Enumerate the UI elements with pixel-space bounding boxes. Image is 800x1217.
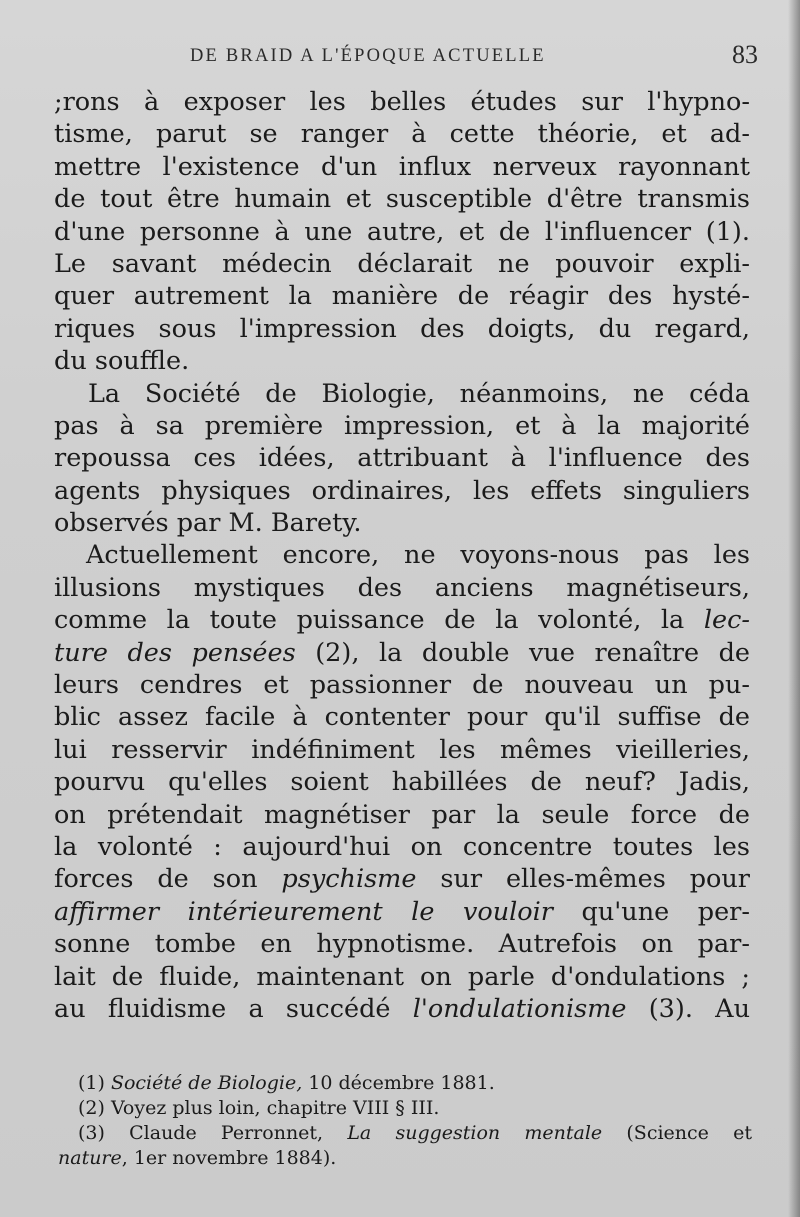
text-line: de tout être humain et susceptible d'être transmis <box>54 184 750 215</box>
text-line: comme la toute puissance de la volonté, la lec- <box>54 605 750 636</box>
text-line: lui resservir indéfiniment les mêmes vieilleries, <box>54 734 750 765</box>
text-line: on prétendait magnétiser par la seule force de <box>54 799 750 830</box>
text-line: Actuellement encore, ne voyons-nous pas les <box>86 540 750 571</box>
text-line: La Société de Biologie, néanmoins, ne céda <box>88 378 750 409</box>
page-number: 83 <box>732 40 758 69</box>
running-title: DE BRAID A L'ÉPOQUE ACTUELLE <box>190 46 546 66</box>
footnote-1: (1) Société de Biologie, 10 décembre 1881. <box>78 1072 495 1094</box>
text-line: lait de fluide, maintenant on parle d'ondulations ; <box>54 961 750 992</box>
text-line: d'une personne à une autre, et de l'influencer (1). <box>54 216 750 247</box>
text-line: pas à sa première impression, et à la majorité <box>54 410 750 441</box>
text-line: tisme, parut se ranger à cette théorie, et ad- <box>54 119 750 150</box>
running-head <box>0 40 800 74</box>
text-line: du souffle. <box>54 346 190 377</box>
text-line: mettre l'existence d'un influx nerveux rayonnant <box>54 151 750 182</box>
text-line: observés par M. Barety. <box>54 508 362 539</box>
text-line: pourvu qu'elles soient habillées de neuf? Jadis, <box>54 767 750 798</box>
text-line: Le savant médecin déclarait ne pouvoir expli- <box>54 248 750 279</box>
text-line: agents physiques ordinaires, les effets singuliers <box>54 475 750 506</box>
footnote-3-continued: nature, 1er novembre 1884). <box>58 1147 337 1169</box>
footnotes <box>58 1071 752 1171</box>
text-line: riques sous l'impression des doigts, du regard, <box>54 313 750 344</box>
footnote-3: (3) Claude Perronnet, La suggestion mentale (Science et <box>78 1122 752 1144</box>
footnote-2: (2) Voyez plus loin, chapitre VIII § III. <box>78 1097 440 1119</box>
text-line: illusions mystiques des anciens magnétiseurs, <box>54 572 750 603</box>
italic-term: ture des pensées <box>54 637 296 668</box>
text-line: blic assez facile à contenter pour qu'il suffise de <box>54 702 750 733</box>
italic-term: lec- <box>703 605 750 636</box>
italic-term: affirmer intérieurement le vouloir <box>54 896 553 927</box>
page-edge-shadow <box>788 0 800 1217</box>
text-line: leurs cendres et passionner de nouveau un pu- <box>54 670 750 701</box>
text-line: la volonté : aujourd'hui on concentre toutes les <box>54 831 750 862</box>
text-line: au fluidisme a succédé l'ondulationisme (3). Au <box>54 993 750 1024</box>
italic-term: l'ondulationisme <box>412 993 627 1024</box>
text-line: forces de son psychisme sur elles-mêmes pour <box>54 864 750 895</box>
text-line: repoussa ces idées, attribuant à l'influence des <box>54 443 750 474</box>
text-line: ture des pensées (2), la double vue renaître de <box>54 637 750 668</box>
body-text <box>54 86 750 1025</box>
italic-term: psychisme <box>281 864 417 895</box>
text-line: quer autrement la manière de réagir des hysté- <box>54 281 750 312</box>
text-line: affirmer intérieurement le vouloir qu'une per- <box>54 896 750 927</box>
text-line: sonne tombe en hypnotisme. Autrefois on par- <box>54 929 750 960</box>
text-line: ;rons à exposer les belles études sur l'hypno- <box>54 87 750 117</box>
